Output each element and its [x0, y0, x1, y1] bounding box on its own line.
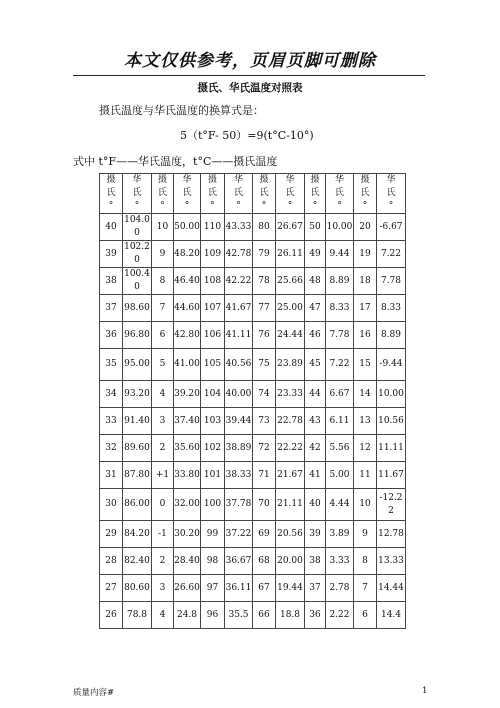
table-cell: 84.20	[123, 521, 152, 548]
table-cell: 9	[152, 241, 174, 268]
table-cell: +1	[152, 462, 174, 489]
table-cell: 3.89	[326, 521, 354, 548]
table-cell: 20.56	[276, 521, 305, 548]
table-cell: 101	[201, 462, 225, 489]
table-cell: 42.80	[174, 322, 201, 349]
table-cell: 36.11	[225, 575, 253, 602]
table-cell: 86.00	[123, 489, 152, 521]
table-cell: 33.80	[174, 462, 201, 489]
table-cell: 14	[354, 381, 377, 408]
table-cell: 37.22	[225, 521, 253, 548]
table-cell: 12.78	[377, 521, 406, 548]
table-cell: 45	[305, 349, 326, 381]
header-banner: 本文仅供参考，页眉页脚可删除	[124, 51, 376, 71]
table-cell: 30.20	[174, 521, 201, 548]
table-cell: 36.67	[225, 548, 253, 575]
table-cell: 6	[152, 322, 174, 349]
table-cell: 11	[354, 462, 377, 489]
table-cell: 103	[201, 408, 225, 435]
conversion-table	[99, 173, 406, 629]
table-cell: 37	[305, 575, 326, 602]
table-cell: 48	[305, 268, 326, 295]
table-row	[100, 241, 406, 268]
table-cell: 49	[305, 241, 326, 268]
table-cell: -12.22	[377, 489, 406, 521]
table-cell: 104	[201, 381, 225, 408]
table-cell: 40	[100, 214, 123, 241]
table-cell: 7.22	[326, 349, 354, 381]
table-cell: 7.22	[377, 241, 406, 268]
table-row	[100, 268, 406, 295]
table-cell: 22.78	[276, 408, 305, 435]
table-cell: 24.8	[174, 602, 201, 629]
table-cell: 39	[305, 521, 326, 548]
table-cell: 42	[305, 435, 326, 462]
table-cell: 4	[152, 602, 174, 629]
table-cell: 3.33	[326, 548, 354, 575]
table-cell: 38.89	[225, 435, 253, 462]
table-cell: 74	[253, 381, 276, 408]
table-cell: -1	[152, 521, 174, 548]
table-cell: 78.8	[123, 602, 152, 629]
table-cell: 39.44	[225, 408, 253, 435]
table-cell: 20	[354, 214, 377, 241]
table-cell: 40.00	[225, 381, 253, 408]
table-cell: 44	[305, 381, 326, 408]
header-cell: 摄 氏 °	[201, 174, 225, 214]
table-cell: 41.11	[225, 322, 253, 349]
table-cell: 16	[354, 322, 377, 349]
table-cell: 71	[253, 462, 276, 489]
table-cell: 7	[354, 575, 377, 602]
table-cell: 37	[100, 295, 123, 322]
table-cell: 100	[201, 489, 225, 521]
table-cell: 8.33	[326, 295, 354, 322]
table-cell: 42.78	[225, 241, 253, 268]
table-cell: 3	[152, 575, 174, 602]
table-row	[100, 602, 406, 629]
table-cell: 9	[354, 521, 377, 548]
table-cell: 87.80	[123, 462, 152, 489]
table-cell: 5.00	[326, 462, 354, 489]
table-cell: 4	[152, 381, 174, 408]
table-cell: 38.33	[225, 462, 253, 489]
table-cell: 8	[152, 268, 174, 295]
table-cell: 102	[201, 435, 225, 462]
table-cell: 66	[253, 602, 276, 629]
table-cell: 7	[152, 295, 174, 322]
table-cell: 3	[152, 408, 174, 435]
table-cell: 79	[253, 241, 276, 268]
table-cell: 76	[253, 322, 276, 349]
table-cell: 69	[253, 521, 276, 548]
table-cell: 102.20	[123, 241, 152, 268]
table-cell: 8.89	[377, 322, 406, 349]
table-cell: 24.44	[276, 322, 305, 349]
table-cell: 2	[152, 435, 174, 462]
table-cell: 50.00	[174, 214, 201, 241]
header-cell: 摄 氏 °	[253, 174, 276, 214]
table-cell: 13.33	[377, 548, 406, 575]
table-cell: 17	[354, 295, 377, 322]
table-cell: 11.11	[377, 435, 406, 462]
table-cell: 104.00	[123, 214, 152, 241]
table-row	[100, 521, 406, 548]
table-cell: 35	[100, 349, 123, 381]
table-row	[100, 435, 406, 462]
header-cell: 摄 氏 °	[354, 174, 377, 214]
table-cell: 41.00	[174, 349, 201, 381]
table-cell: 47	[305, 295, 326, 322]
table-cell: 39	[100, 241, 123, 268]
table-row	[100, 489, 406, 521]
table-cell: 18.8	[276, 602, 305, 629]
table-cell: 41	[305, 462, 326, 489]
header-cell: 华 氏 °	[276, 174, 305, 214]
table-cell: 80	[253, 214, 276, 241]
table-cell: 4.44	[326, 489, 354, 521]
table-row	[100, 575, 406, 602]
table-cell: 108	[201, 268, 225, 295]
table-cell: 6	[354, 602, 377, 629]
table-cell: 82.40	[123, 548, 152, 575]
table-cell: 2	[152, 548, 174, 575]
table-cell: 72	[253, 435, 276, 462]
table-cell: 97	[201, 575, 225, 602]
table-cell: 30	[100, 489, 123, 521]
header-rule	[73, 75, 425, 76]
table-cell: 70	[253, 489, 276, 521]
table-cell: 39.20	[174, 381, 201, 408]
table-cell: 35.60	[174, 435, 201, 462]
table-cell: 5.56	[326, 435, 354, 462]
table-cell: 40	[305, 489, 326, 521]
table-cell: 13	[354, 408, 377, 435]
table-cell: 9.44	[326, 241, 354, 268]
table-cell: 36	[305, 602, 326, 629]
table-cell: 46.40	[174, 268, 201, 295]
table-cell: 28	[100, 548, 123, 575]
header-cell: 摄 氏 °	[305, 174, 326, 214]
table-row	[100, 548, 406, 575]
table-cell: 10	[152, 214, 174, 241]
table-row	[100, 295, 406, 322]
table-cell: 107	[201, 295, 225, 322]
table-cell: 68	[253, 548, 276, 575]
header-cell: 摄 氏 °	[152, 174, 174, 214]
table-cell: 32.00	[174, 489, 201, 521]
table-cell: 36	[100, 322, 123, 349]
table-cell: 21.67	[276, 462, 305, 489]
table-cell: 26.67	[276, 214, 305, 241]
table-cell: 8.33	[377, 295, 406, 322]
table-cell: 26.60	[174, 575, 201, 602]
table-cell: 91.40	[123, 408, 152, 435]
table-cell: 50	[305, 214, 326, 241]
table-cell: 78	[253, 268, 276, 295]
table-cell: 89.60	[123, 435, 152, 462]
table-cell: 18	[354, 268, 377, 295]
table-cell: 31	[100, 462, 123, 489]
formula-legend: 式中 t°F——华氏温度，t°C——摄氏温度	[73, 155, 278, 168]
table-cell: 95.00	[123, 349, 152, 381]
table-cell: 109	[201, 241, 225, 268]
table-cell: 34	[100, 381, 123, 408]
table-cell: 19.44	[276, 575, 305, 602]
table-cell: 98.60	[123, 295, 152, 322]
table-cell: 19	[354, 241, 377, 268]
page-number: 1	[422, 686, 428, 696]
table-cell: 10	[354, 489, 377, 521]
table-cell: 110	[201, 214, 225, 241]
header-cell: 摄 氏 °	[100, 174, 123, 214]
table-cell: 14.4	[377, 602, 406, 629]
table-cell: 11.67	[377, 462, 406, 489]
table-cell: 33	[100, 408, 123, 435]
table-cell: 44.60	[174, 295, 201, 322]
table-cell: 2.22	[326, 602, 354, 629]
header-cell: 华 氏 °	[225, 174, 253, 214]
table-cell: 43.33	[225, 214, 253, 241]
table-cell: -6.67	[377, 214, 406, 241]
intro-text: 摄氏温度与华氏温度的换算式是：	[99, 104, 264, 117]
table-cell: 26	[100, 602, 123, 629]
table-cell: 25.66	[276, 268, 305, 295]
table-row	[100, 322, 406, 349]
table-cell: 80.60	[123, 575, 152, 602]
table-cell: 25.00	[276, 295, 305, 322]
header-cell: 华 氏 °	[174, 174, 201, 214]
table-cell: 96	[201, 602, 225, 629]
table-cell: 96.80	[123, 322, 152, 349]
table-cell: 10.00	[377, 381, 406, 408]
header-cell: 华 氏 °	[377, 174, 406, 214]
table-cell: 23.89	[276, 349, 305, 381]
table-row	[100, 462, 406, 489]
table-cell: 0	[152, 489, 174, 521]
table-row	[100, 408, 406, 435]
table-cell: 8.89	[326, 268, 354, 295]
table-cell: 67	[253, 575, 276, 602]
footer-note: 质量内容#	[73, 688, 115, 698]
table-cell: 10.00	[326, 214, 354, 241]
table-cell: 35.5	[225, 602, 253, 629]
table-cell: 40.56	[225, 349, 253, 381]
table-cell: 8	[354, 548, 377, 575]
table-cell: 37.78	[225, 489, 253, 521]
table-cell: 100.40	[123, 268, 152, 295]
header-cell: 华 氏 °	[123, 174, 152, 214]
table-cell: 46	[305, 322, 326, 349]
table-cell: 6.67	[326, 381, 354, 408]
table-cell: 27	[100, 575, 123, 602]
table-cell: 48.20	[174, 241, 201, 268]
table-cell: 73	[253, 408, 276, 435]
table-cell: 14.44	[377, 575, 406, 602]
table-cell: 43	[305, 408, 326, 435]
table-cell: 21.11	[276, 489, 305, 521]
table-cell: 28.40	[174, 548, 201, 575]
table-cell: 15	[354, 349, 377, 381]
table-cell: 23.33	[276, 381, 305, 408]
header-cell: 华 氏 °	[326, 174, 354, 214]
table-cell: 77	[253, 295, 276, 322]
table-row	[100, 381, 406, 408]
table-cell: 7.78	[377, 268, 406, 295]
table-cell: 37.40	[174, 408, 201, 435]
table-cell: 75	[253, 349, 276, 381]
table-cell: 29	[100, 521, 123, 548]
table-cell: 41.67	[225, 295, 253, 322]
table-cell: 105	[201, 349, 225, 381]
table-cell: 22.22	[276, 435, 305, 462]
table-cell: 93.20	[123, 381, 152, 408]
table-cell: 7.78	[326, 322, 354, 349]
table-cell: 5	[152, 349, 174, 381]
table-row	[100, 349, 406, 381]
table-cell: 99	[201, 521, 225, 548]
table-row	[100, 214, 406, 241]
table-cell: 6.11	[326, 408, 354, 435]
table-cell: 98	[201, 548, 225, 575]
table-cell: 38	[305, 548, 326, 575]
table-cell: 106	[201, 322, 225, 349]
table-cell: 26.11	[276, 241, 305, 268]
conversion-formula: 5（t°F- 50）=9(t°C-10°)	[180, 129, 314, 142]
table-cell: 12	[354, 435, 377, 462]
table-cell: 42.22	[225, 268, 253, 295]
table-cell: 10.56	[377, 408, 406, 435]
document-title: 摄氏、华氏温度对照表	[197, 82, 303, 94]
table-cell: 38	[100, 268, 123, 295]
table-cell: 20.00	[276, 548, 305, 575]
table-cell: 32	[100, 435, 123, 462]
table-header-row	[100, 174, 406, 214]
table-cell: -9.44	[377, 349, 406, 381]
table-cell: 2.78	[326, 575, 354, 602]
